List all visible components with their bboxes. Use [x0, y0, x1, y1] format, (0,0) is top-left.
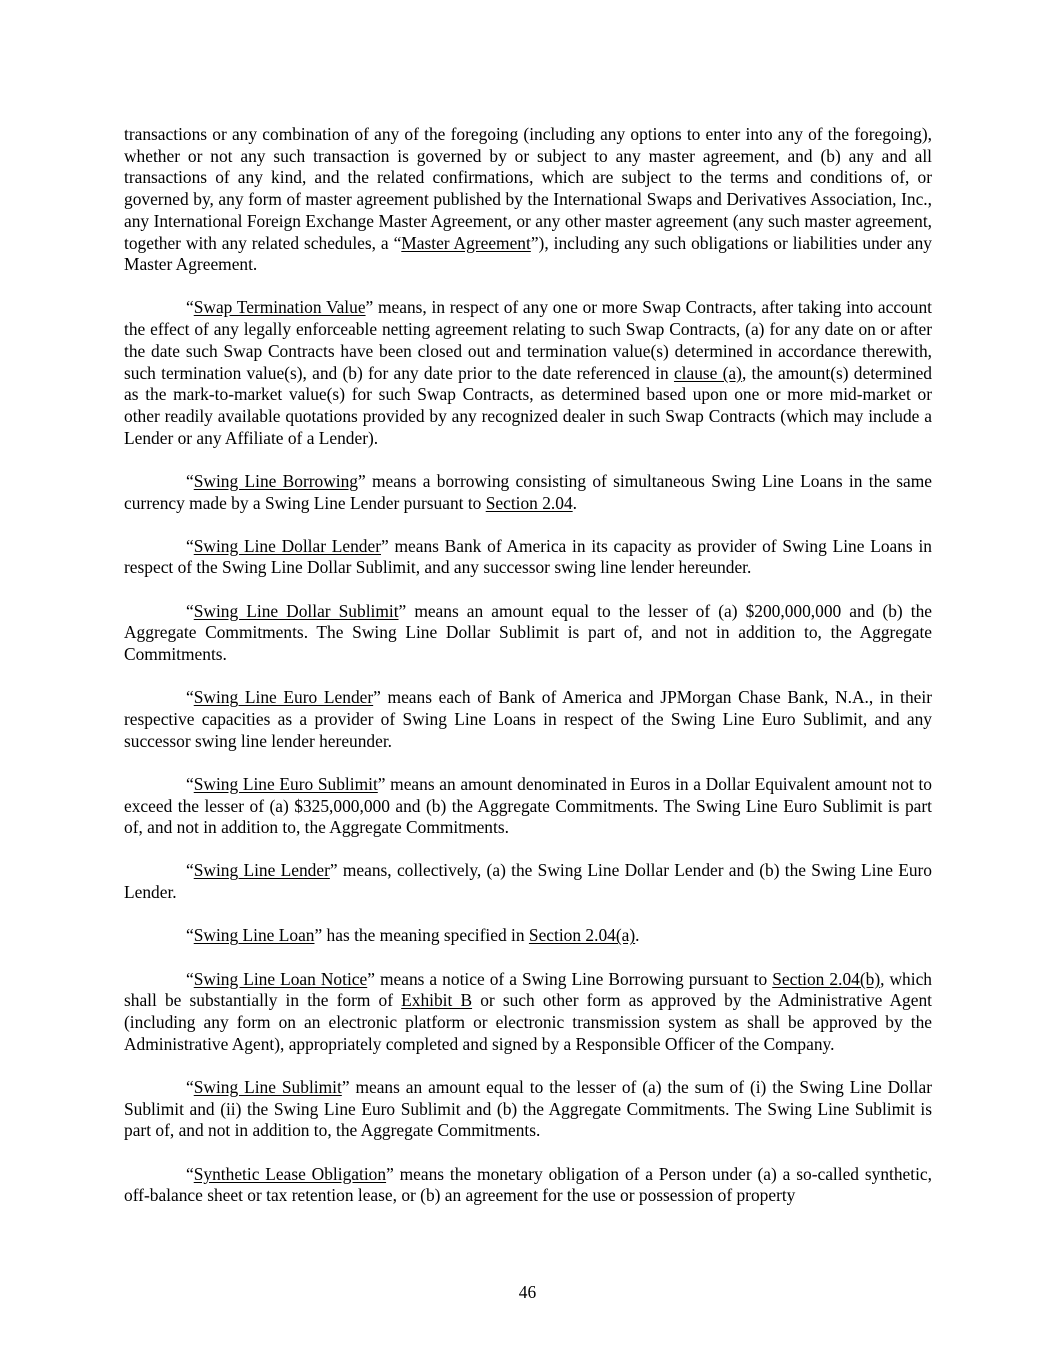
definition-swing-line-sublimit: “Swing Line Sublimit” means an amount equal to the lesser of (a) the sum of (i) the Swing Line Dollar Sublimit and (ii) the Swing Line Euro Sublimit and (b) the Aggregate Commitments. The Swing Line Sublimit is part of, and not in addition to, the Aggregate Commitments. [124, 1076, 932, 1141]
defined-term: Swing Line Sublimit [193, 1076, 342, 1097]
definition-swing-line-euro-sublimit: “Swing Line Euro Sublimit” means an amount denominated in Euros in a Dollar Equivalent amount not to exceed the lesser of (a) $325,000,000 and (b) the Aggregate Commitments. The Swing Line Euro Sublimit is part of, and not in addition to, the Aggregate Commitments. [124, 773, 932, 838]
defined-term: Swing Line Dollar Sublimit [193, 600, 399, 621]
cross-reference-clause-a: clause (a) [673, 362, 742, 383]
definition-swing-line-loan: “Swing Line Loan” has the meaning specified in Section 2.04(a). [186, 925, 640, 946]
cross-reference-section: Section 2.04 [485, 492, 573, 513]
definition-swing-line-dollar-sublimit: “Swing Line Dollar Sublimit” means an amount equal to the lesser of (a) $200,000,000 and (b) the Aggregate Commitments. The Swing Line Dollar Sublimit is part of, and not in addition to, the Aggregate Commitments. [124, 600, 932, 665]
defined-term: Swing Line Loan [193, 925, 315, 946]
defined-term: Swing Line Borrowing [193, 470, 359, 491]
defined-term: Swing Line Euro Lender [193, 687, 374, 708]
defined-term: Swing Line Lender [193, 860, 330, 881]
page-number: 46 [518, 1282, 537, 1302]
paragraph-swap-contract-continuation: transactions or any combination of any of the foregoing (including any options to enter into any of the foregoing), whether or not any such transaction is governed by or subject to any master agreement, and (b) any and all transactions of any kind, and the related confirmations, which are subject to the terms and conditions of, or governed by, any form of master agreement published by the International Swaps and Derivatives Association, Inc., any International Foreign Exchange Master Agreement, or any other master agreement (any such master agreement, together with any related schedules, a “Master Agreement”), including any such obligations or liabilities under any Master Agreement. [124, 124, 933, 275]
defined-term: Swing Line Dollar Lender [193, 535, 381, 556]
defined-term-master-agreement: Master Agreement [401, 232, 531, 253]
definition-swing-line-euro-lender: “Swing Line Euro Lender” means each of Bank of America and JPMorgan Chase Bank, N.A., in their respective capacities as a provider of Swing Line Loans in respect of the Swing Line Euro Sublimit, and any successor swing line lender hereunder. [124, 687, 932, 751]
definition-swing-line-borrowing: “Swing Line Borrowing” means a borrowing consisting of simultaneous Swing Line Loans in the same currency made by a Swing Line Lender pursuant to Section 2.04. [124, 470, 933, 513]
definition-swap-termination-value: “Swap Termination Value” means, in respect of any one or more Swap Contracts, after taking into account the effect of any legally enforceable netting agreement relating to such Swap Contracts, (a) for any date on or after the date such Swap Contracts have been closed out and termination value(s) determined in accordance therewith, such termination value(s), and (b) for any date prior to the date referenced in clause (a), the amount(s) determined as the mark-to-market value(s) for such Swap Contracts, as determined based upon one or more mid-market or other readily available quotations provided by any recognized dealer in such Swap Contracts (which may include a Lender or any Affiliate of a Lender). [124, 297, 933, 448]
definition-swing-line-loan-notice: “Swing Line Loan Notice” means a notice of a Swing Line Borrowing pursuant to Section 2.04(b), which shall be substantially in the form of Exhibit B or such other form as approved by the Administrative Agent (including any form on an electronic platform or electronic transmission system as shall be approved by the Administrative Agent), appropriately completed and signed by a Responsible Officer of the Company. [124, 968, 932, 1054]
defined-term: Swing Line Euro Sublimit [193, 773, 378, 794]
definition-swing-line-dollar-lender: “Swing Line Dollar Lender” means Bank of America in its capacity as provider of Swing Line Loans in respect of the Swing Line Dollar Sublimit, and any successor swing line lender hereunder. [124, 535, 932, 578]
cross-reference-section: Section 2.04(b) [772, 968, 881, 989]
defined-term: Synthetic Lease Obligation [193, 1163, 387, 1184]
defined-term: Swap Termination Value [193, 297, 366, 318]
cross-reference-section: Section 2.04(a) [528, 925, 636, 946]
cross-reference-exhibit: Exhibit B [401, 990, 473, 1011]
definition-swing-line-lender: “Swing Line Lender” means, collectively, (a) the Swing Line Dollar Lender and (b) the Swing Line Euro Lender. [124, 860, 932, 903]
definition-synthetic-lease-obligation: “Synthetic Lease Obligation” means the monetary obligation of a Person under (a) a so-called synthetic, off-balance sheet or tax retention lease, or (b) an agreement for the use or possession of property [124, 1163, 932, 1206]
defined-term: Swing Line Loan Notice [193, 968, 368, 989]
document-page [124, 124, 932, 1228]
